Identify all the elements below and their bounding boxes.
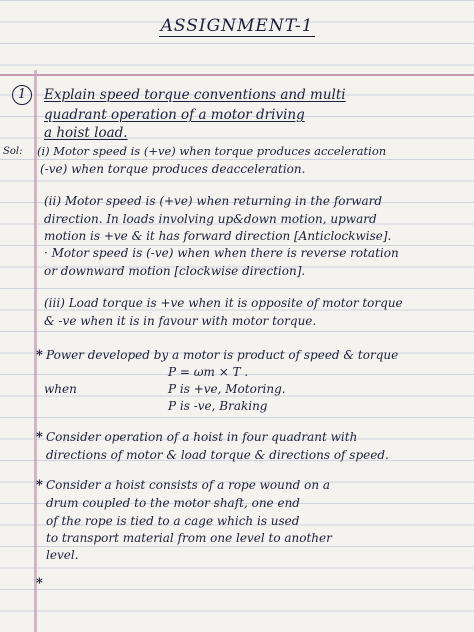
solution-line-7: or downward motion [clockwise direction]. bbox=[44, 264, 306, 278]
solution-line-3: (ii) Motor speed is (+ve) when returning in the forward bbox=[44, 194, 383, 208]
solution-line-2: (-ve) when torque produces deacceleration. bbox=[40, 162, 306, 176]
solution-line-15: Consider operation of a hoist in four quadrant with bbox=[46, 430, 358, 444]
solution-line-20: to transport material from one level to another bbox=[46, 531, 332, 545]
question-line-3: a hoist load. bbox=[44, 125, 128, 141]
bullet-3: * bbox=[36, 478, 43, 493]
question-line-2: quadrant operation of a motor driving bbox=[44, 107, 305, 123]
question-line-1: Explain speed torque conventions and multi bbox=[44, 87, 346, 103]
title-text: ASSIGNMENT-1 bbox=[160, 16, 314, 36]
solution-line-18: drum coupled to the motor shaft, one end bbox=[46, 496, 300, 510]
solution-line-14: P is -ve, Braking bbox=[168, 399, 268, 413]
question-number: 1 bbox=[12, 85, 32, 105]
solution-line-16: directions of motor & load torque & directions of speed. bbox=[46, 448, 389, 462]
solution-line-17: Consider a hoist consists of a rope wound on a bbox=[46, 478, 331, 492]
solution-line-6: · Motor speed is (-ve) when when there is reverse rotation bbox=[44, 246, 399, 260]
solution-line-9: & -ve when it is in favour with motor torque. bbox=[44, 314, 317, 328]
bullet-1: * bbox=[36, 348, 43, 363]
solution-line-12: when bbox=[44, 382, 77, 396]
solution-line-5: motion is +ve & it has forward direction [Anticlockwise]. bbox=[44, 229, 392, 243]
solution-label: Sol: bbox=[3, 146, 23, 157]
solution-line-1: (i) Motor speed is (+ve) when torque produces acceleration bbox=[37, 144, 387, 158]
solution-line-10: Power developed by a motor is product of speed & torque bbox=[46, 348, 399, 362]
solution-line-19: of the rope is tied to a cage which is used bbox=[46, 514, 300, 528]
solution-line-4: direction. In loads involving up&down motion, upward bbox=[44, 212, 377, 226]
bullet-4: * bbox=[36, 576, 43, 591]
page-title bbox=[0, 16, 474, 36]
top-rule bbox=[0, 74, 474, 76]
solution-line-13: P is +ve, Motoring. bbox=[168, 382, 286, 396]
solution-line-11: P = ωm × T . bbox=[168, 365, 249, 379]
solution-line-8: (iii) Load torque is +ve when it is opposite of motor torque bbox=[44, 296, 403, 310]
solution-line-21: level. bbox=[46, 548, 79, 562]
bullet-2: * bbox=[36, 430, 43, 445]
